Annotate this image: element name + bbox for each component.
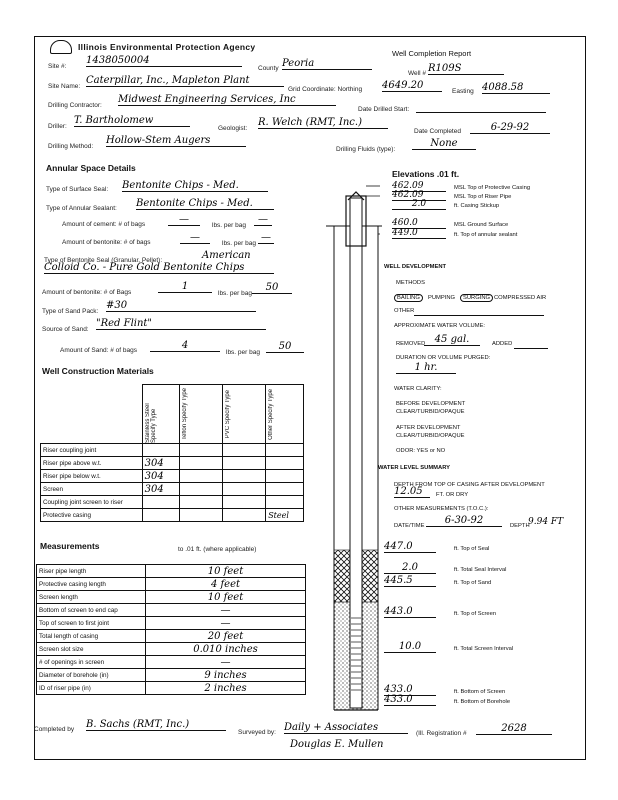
elev-toc-value: 462.09 bbox=[392, 181, 446, 192]
method-pumping: PUMPING bbox=[428, 295, 456, 301]
depth-top-seal-label: ft. Top of Seal bbox=[454, 546, 490, 552]
driller-label: Driller: bbox=[48, 123, 67, 130]
contractor-label: Drilling Contractor: bbox=[48, 102, 102, 109]
depth-top-sand-value: 445.5 bbox=[384, 575, 436, 587]
table-row: Top of screen to first joint — bbox=[37, 617, 306, 630]
driller-value: T. Bartholomew bbox=[74, 115, 190, 127]
grid-label: Grid Coordinate: Northing bbox=[288, 86, 363, 93]
northing-value: 4649.20 bbox=[382, 80, 442, 92]
sand-pack-label: Type of Sand Pack: bbox=[42, 308, 99, 315]
after-dev-label: AFTER DEVELOPMENT bbox=[396, 425, 461, 431]
registration-value: 2628 bbox=[476, 723, 552, 735]
cement-lbs: — bbox=[254, 214, 272, 226]
measurements-note: to .01 ft. (where applicable) bbox=[178, 546, 257, 553]
county-value: Peoria bbox=[282, 58, 372, 70]
completed-by-value: B. Sachs (RMT, Inc.) bbox=[86, 719, 226, 731]
table-row: Total length of casing 20 feet bbox=[37, 630, 306, 643]
depth-bottom-borehole-value: 433.0 bbox=[384, 694, 436, 706]
dev-other-line bbox=[414, 315, 544, 316]
table-row: Bottom of screen to end cap — bbox=[37, 604, 306, 617]
fluids-label: Drilling Fluids (type): bbox=[336, 146, 396, 153]
cement-label: Amount of cement: # of bags bbox=[62, 221, 146, 228]
depth-top-screen-label: ft. Top of Screen bbox=[454, 611, 497, 617]
registration-label: (Ill. Registration # bbox=[416, 730, 467, 737]
added-label: ADDED bbox=[492, 341, 513, 347]
bentonite1-lbs-label: lbs. per bag bbox=[222, 240, 256, 247]
completed-by-label: Completed by bbox=[34, 726, 75, 733]
bentonite2-label: Amount of bentonite: # of Bags bbox=[42, 289, 132, 296]
site-name-label: Site Name: bbox=[48, 83, 81, 90]
bentonite-seal-line2: Colloid Co. - Pure Gold Bentonite Chips bbox=[44, 262, 274, 274]
other-measurements-label: OTHER MEASUREMENTS (T.O.C.): bbox=[394, 506, 489, 512]
table-row: Coupling joint screen to riser bbox=[41, 496, 304, 509]
measurements-title: Measurements bbox=[40, 541, 100, 551]
table-row: Riser pipe length 10 feet bbox=[37, 565, 306, 578]
bentonite-seal-line1: American bbox=[202, 250, 251, 261]
surface-seal-value: Bentonite Chips - Med. bbox=[122, 180, 268, 192]
clarity-label: WATER CLARITY: bbox=[394, 386, 442, 392]
after-dev-options: CLEAR/TURBID/OPAQUE bbox=[396, 433, 465, 439]
table-row: Riser pipe above w.t. 304 bbox=[41, 457, 304, 470]
removed-value: 45 gal. bbox=[424, 334, 480, 346]
elev-sealant-label: ft. Top of annular sealant bbox=[454, 232, 518, 238]
sand-amount-label: Amount of Sand: # of bags bbox=[60, 347, 137, 354]
depth-seal-interval-value: 2.0 bbox=[384, 562, 436, 574]
bentonite2-lbs: 50 bbox=[252, 282, 292, 294]
cement-lbs-label: lbs. per bag bbox=[212, 222, 246, 229]
well-label: Well # bbox=[408, 70, 426, 77]
date-started-label: Date Drilled Start: bbox=[358, 106, 410, 113]
materials-table bbox=[40, 384, 304, 522]
surveyed-by-label: Surveyed by: bbox=[238, 729, 276, 736]
method-label: Drilling Method: bbox=[48, 143, 94, 150]
county-label: County bbox=[258, 65, 279, 72]
col-stainless: Stainless Steel Specify Type bbox=[142, 385, 180, 444]
well-value: R109S bbox=[428, 63, 504, 75]
depth-seal-interval-label: ft. Total Seal Interval bbox=[454, 567, 507, 573]
annular-sealant-label: Type of Annular Sealant: bbox=[46, 205, 117, 212]
site-name-value: Caterpillar, Inc., Mapleton Plant bbox=[86, 75, 284, 87]
report-title: Well Completion Report bbox=[392, 49, 472, 58]
depth-bottom-borehole-label: ft. Bottom of Borehole bbox=[454, 699, 511, 705]
sand-lbs-label: lbs. per bag bbox=[226, 349, 260, 356]
cement-bags: — bbox=[168, 214, 200, 226]
agency-name: Illinois Environmental Protection Agency bbox=[78, 42, 256, 52]
before-dev-label: BEFORE DEVELOPMENT bbox=[396, 401, 466, 407]
surveyed-by-value: Daily + Associates bbox=[284, 722, 408, 734]
development-title: WELL DEVELOPMENT bbox=[384, 264, 447, 270]
site-no-value: 1438050004 bbox=[86, 55, 242, 67]
annular-title: Annular Space Details bbox=[46, 163, 136, 173]
elev-ground-value: 460.0 bbox=[392, 218, 446, 229]
depth-bottom-screen-label: ft. Bottom of Screen bbox=[454, 689, 506, 695]
depth-after-label: DEPTH FROM TOP OF CASING AFTER DEVELOPMENT bbox=[394, 482, 545, 488]
depth-screen-interval-label: ft. Total Screen Interval bbox=[454, 646, 514, 652]
table-row: Riser coupling joint bbox=[41, 444, 304, 457]
water-level-title: WATER LEVEL SUMMARY bbox=[378, 465, 451, 471]
datetime-label: DATE/TIME bbox=[394, 523, 425, 529]
col-pvc: PVC Specify Type bbox=[223, 385, 266, 444]
depth-after-value: 12.05 bbox=[394, 486, 430, 498]
materials-title: Well Construction Materials bbox=[42, 366, 154, 376]
table-row: Protective casing length 4 feet bbox=[37, 578, 306, 591]
geologist-label: Geologist: bbox=[218, 125, 248, 132]
date-completed-value: 6-29-92 bbox=[470, 122, 550, 134]
elev-sealant-value: 449.0 bbox=[392, 228, 446, 239]
sand-source-value: "Red Flint" bbox=[96, 318, 266, 330]
contractor-value: Midwest Engineering Services, Inc bbox=[118, 94, 336, 106]
bentonite2-bags: 1 bbox=[158, 281, 212, 293]
table-row: Diameter of borehole (in) 9 inches bbox=[37, 669, 306, 682]
depth2-value: 9.94 FT bbox=[528, 517, 564, 527]
elev-stickup-label: ft. Casing Stickup bbox=[454, 203, 500, 209]
duration-value: 1 hr. bbox=[396, 362, 456, 374]
dev-other-label: OTHER bbox=[394, 308, 415, 314]
date-completed-label: Date Completed bbox=[414, 128, 461, 135]
bentonite1-bags: — bbox=[180, 232, 210, 244]
table-row: Screen slot size 0.010 inches bbox=[37, 643, 306, 656]
elev-riser-label: MSL Top of Riser Pipe bbox=[454, 194, 512, 200]
removed-label: REMOVED bbox=[396, 341, 426, 347]
measurements-table bbox=[36, 564, 306, 695]
depth-top-screen-value: 443.0 bbox=[384, 606, 436, 618]
well-diagram bbox=[326, 178, 382, 718]
bentonite2-lbs-label: lbs. per bag bbox=[218, 290, 252, 297]
elev-ground-label: MSL Ground Surface bbox=[454, 222, 509, 228]
depth-bottom-screen-value: 433.0 bbox=[384, 684, 436, 696]
annular-sealant-value: Bentonite Chips - Med. bbox=[136, 198, 274, 210]
table-row: Riser pipe below w.t. 304 bbox=[41, 470, 304, 483]
table-row: Protective casing Steel bbox=[41, 509, 304, 522]
sand-pack-value: #30 bbox=[106, 300, 256, 312]
bentonite-seal-label: Type of Bentonite Seal (Granular, Pellet): bbox=[44, 257, 163, 264]
surveyor-name: Douglas E. Mullen bbox=[290, 739, 384, 750]
depth-after-unit: FT. OR DRY bbox=[436, 492, 469, 498]
sand-lbs: 50 bbox=[266, 341, 304, 353]
depth-top-sand-label: ft. Top of Sand bbox=[454, 580, 492, 586]
geologist-value: R. Welch (RMT, Inc.) bbox=[258, 117, 388, 129]
method-bailing: BAILING bbox=[394, 294, 423, 302]
sand-bags: 4 bbox=[150, 340, 220, 352]
duration-label: DURATION OR VOLUME PURGED: bbox=[396, 355, 491, 361]
depth-top-seal-value: 447.0 bbox=[384, 541, 436, 553]
depth-screen-interval-value: 10.0 bbox=[384, 641, 436, 653]
table-row: Screen length 10 feet bbox=[37, 591, 306, 604]
surface-seal-label: Type of Surface Seal: bbox=[46, 186, 109, 193]
methods-label: METHODS bbox=[396, 280, 425, 286]
table-row: # of openings in screen — bbox=[37, 656, 306, 669]
table-row: ID of riser pipe (in) 2 inches bbox=[37, 682, 306, 695]
water-volume-label: APPROXIMATE WATER VOLUME: bbox=[394, 323, 486, 329]
elev-riser-value: 462.09 bbox=[392, 190, 446, 201]
elevations-title: Elevations .01 ft. bbox=[392, 169, 460, 179]
sand-source-label: Source of Sand: bbox=[42, 326, 89, 333]
easting-value: 4088.58 bbox=[482, 82, 550, 94]
odor-label: ODOR: YES or NO bbox=[396, 448, 446, 454]
col-other: Other Specify Type bbox=[266, 385, 304, 444]
date-started-value bbox=[416, 112, 546, 113]
datetime-value: 6-30-92 bbox=[426, 515, 502, 527]
elev-stickup-value: 2.0 bbox=[392, 199, 446, 210]
bentonite1-lbs: — bbox=[258, 232, 274, 244]
site-no-label: Site #: bbox=[48, 63, 67, 70]
col-teflon: Teflon Specify Type bbox=[180, 385, 223, 444]
method-compressed-air: COMPRESSED AIR bbox=[494, 295, 547, 301]
before-dev-options: CLEAR/TURBID/OPAQUE bbox=[396, 409, 465, 415]
fluids-value: None bbox=[412, 138, 476, 150]
iepa-logo bbox=[50, 40, 72, 54]
method-surging: SURGING bbox=[460, 294, 493, 302]
bentonite1-label: Amount of bentonite: # of bags bbox=[62, 239, 151, 246]
elev-toc-label: MSL Top of Protective Casing bbox=[454, 185, 531, 191]
added-line bbox=[514, 348, 548, 349]
easting-label: Easting bbox=[452, 88, 474, 95]
depth2-label: DEPTH bbox=[510, 523, 530, 529]
method-value: Hollow-Stem Augers bbox=[106, 135, 246, 147]
table-row: Screen 304 bbox=[41, 483, 304, 496]
